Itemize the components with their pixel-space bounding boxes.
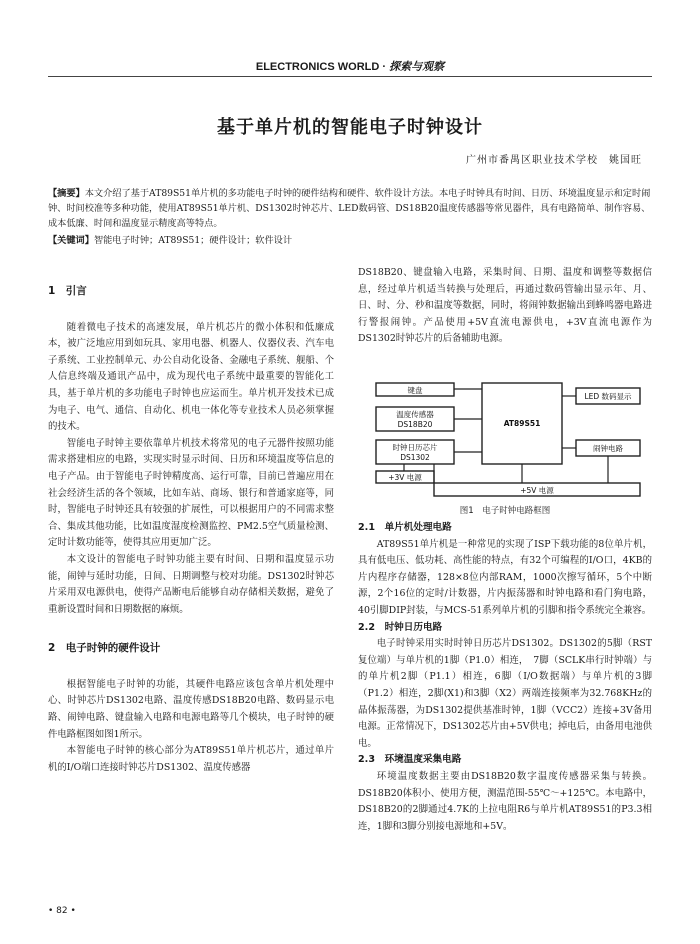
section-2-2-heading: 2.2 时钟日历电路 [358, 621, 443, 633]
figure-1-block-diagram [374, 377, 644, 499]
keywords [48, 233, 652, 248]
right-column-bottom [358, 520, 652, 835]
figure-1-caption: 图1 电子时钟电路框图 [459, 506, 551, 516]
section-name: 探索与观察 [389, 61, 445, 73]
journal-header [0, 58, 700, 74]
mcu-label: AT89S51 [503, 419, 541, 428]
header-rule [48, 76, 652, 77]
paragraph: 电子时钟采用实时时钟日历芯片DS1302。DS1302的5脚（RST复位端）与单片机的1脚（P1.0）相连， 7脚（SCLK串行时钟端）与的单片机2脚（P1.1）相连，6脚（I/O数据端）与单片机的3脚（P1.2）相连，2脚(X1)和3脚（X2）两端连接频率为32.768KHz的晶体振荡器，为DS1302提供基准时钟，1脚（VCC2）连接+3V备用电源。正常情况下，DS1302芯片由+5V供电；掉电后，由备用电池供电。 [358, 638, 652, 749]
clock-chip-label: 时钟日历芯片 [392, 443, 438, 452]
keywords-tag: 【关键词】 [48, 235, 94, 246]
v3-label: +3V 电源 [388, 473, 422, 482]
alarm-label: 闹钟电路 [593, 444, 623, 453]
abstract [48, 186, 652, 231]
paragraph: DS18B20、键盘输入电路，采集时间、日期、温度和调整等数据信息，经过单片机适当转换与处理后，再通过数码管输出显示年、月、日、时、分、秒和温度等数据，同时，将闹钟数据输出到蜂鸣器电路进行警报闹钟。产品使用+5V直流电源供电，+3V直流电源作为DS1302时钟芯片的后备辅助电源。 [358, 267, 652, 345]
v5-label: +5V 电源 [520, 486, 554, 495]
abstract-tag: 【摘要】 [48, 188, 85, 199]
right-column-top [358, 265, 652, 348]
paragraph: 环境温度数据主要由DS18B20数字温度传感器采集与转换。DS18B20体积小、使用方便，测温范围-55℃～+125℃。本电路中，DS18B20的2脚通过4.7K的上拉电阻R6与单片机AT89S51的P3.3相连，1脚和3脚分别接电源地和+5V。 [358, 770, 653, 832]
page-number: • 82 • [48, 906, 76, 916]
clock-chip-model: DS1302 [400, 453, 430, 462]
temp-chip-label: DS18B20 [397, 420, 433, 429]
author-line: 广州市番禺区职业技术学校 姚国旺 [466, 155, 642, 166]
temp-sensor-label: 温度传感器 [396, 410, 434, 419]
section-2-3-heading: 2.3 环境温度采集电路 [358, 754, 462, 766]
keywords-text: 智能电子时钟；AT89S51；硬件设计；软件设计 [93, 235, 293, 246]
paper-title: 基于单片机的智能电子时钟设计 [217, 117, 483, 138]
section-2-heading: 2 电子时钟的硬件设计 [48, 642, 161, 655]
section-1-heading: 1 引言 [48, 285, 87, 297]
paragraph: 根据智能电子时钟的功能，其硬件电路应该包含单片机处理中心、时钟芯片DS1302电路、温度传感DS18B20电路、数码显示电路、闹钟电路、键盘输入电路和电源电路等几个模块，电子时钟的硬件电路框图如图1所示。 [48, 678, 334, 740]
paragraph: 随着微电子技术的高速发展，单片机芯片的微小体积和低廉成本，被广泛地应用到如玩具、家用电器、机器人、仪器仪表、汽车电子系统、工业控制单元、办公自动化设备、金融电子系统、舰船、个人信息终端及通讯产品中，成为现代电子系统中最重要的智能化工具，基于单片机的多功能电子时钟也应运而生。单片机开发技术已成为电子、电气、通信、自动化、机电一体化等专业技术人员必须掌握的技术。 [48, 321, 334, 433]
abstract-text: 本文介绍了基于AT89S51单片机的多功能电子时钟的硬件结构和硬件、软件设计方法。本电子时钟具有时间、日历、环境温度显示和定时闹钟、时间校准等多种功能，使用AT89S51单片机、DS1302时钟芯片、LED数码管、DS18B20温度传感器等常见器件，具有电路简单、制作容易、成本低廉、时间和温度显示精度高等特点。 [48, 188, 651, 229]
header-separator: · [379, 61, 390, 73]
paragraph: AT89S51单片机是一种常见的实现了ISP下载功能的8位单片机，具有低电压、低功耗、高性能的特点，有32个可编程的I/O口，4KB的片内程序存储器，128×8位内部RAM，1000次擦写循环，5个中断源，2个16位的定时/计数器，片内振荡器和时钟电路和看门狗电路，40引脚DIP封装，与MCS-51系列单片机的引脚和指令系统完全兼容。 [358, 538, 652, 616]
paragraph: 智能电子时钟主要依靠单片机技术将常见的电子元器件按照功能需求搭建相应的电路，实现实时显示时间、日历和环境温度等信息的电子产品。由于智能电子时钟精度高、运行可靠，目前已普遍应用在社会经济生活的各个领域，比如车站、商场、银行和普通家庭等，同时，智能电子时钟还具有较强的扩展性，可以根据用户的不同需求整合、集成其他功能，比如温度湿度检测监控、PM2.5空气质量检测、定时计数功能等，使得其应用更加广泛。 [48, 437, 334, 549]
paragraph: 本文设计的智能电子时钟功能主要有时间、日期和温度显示功能，闹钟与延时功能，日间、日期调整与校对功能。DS1302时钟芯片采用双电源供电，使得产品断电后能够自动存储相关数据，避免了重新设置时间和日期数据的麻烦。 [48, 553, 334, 615]
section-2-1-heading: 2.1 单片机处理电路 [358, 522, 452, 533]
journal-name: ELECTRONICS WORLD [255, 61, 380, 73]
paragraph: 本智能电子时钟的核心部分为AT89S51单片机芯片，通过单片机的I/O端口连接时钟芯片DS1302、温度传感器 [48, 745, 334, 773]
left-column [48, 283, 334, 776]
led-label: LED 数码显示 [584, 392, 632, 401]
keyboard-label: 键盘 [407, 386, 423, 395]
